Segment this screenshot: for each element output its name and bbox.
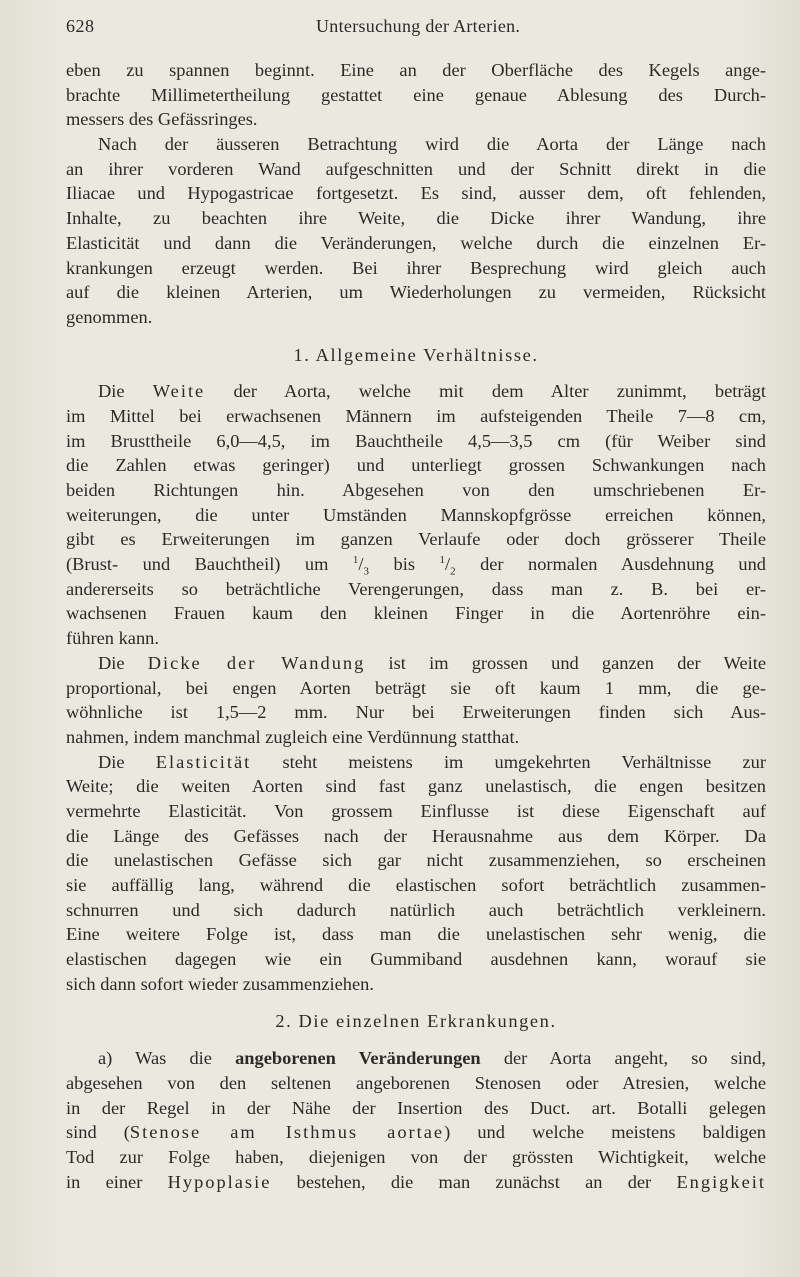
text-line: an ihrer vorderen Wand aufgeschnitten und der Schnitt direkt in die [66, 158, 766, 179]
paragraph-elasticitaet [66, 750, 766, 997]
text-line [66, 1120, 766, 1145]
text-line: Elasticität und dann die Veränderungen, welche durch die einzelnen Er- [66, 232, 766, 253]
line-part: ) und welche meistens baldigen [444, 1122, 766, 1143]
text-line: krankungen erzeugt werden. Bei ihrer Besprechung wird gleich auch [66, 257, 766, 278]
text-line: Tod zur Folge haben, diejenigen von der grössten Wichtigkeit, welche [66, 1146, 766, 1167]
text-line [66, 552, 766, 577]
term-dicke: Dicke der Wandung [147, 652, 366, 673]
text-line: die Zahlen etwas geringer) und unterliegt grossen Schwankungen nach [66, 455, 766, 476]
text-line: proportional, bei engen Aorten beträgt sie oft kaum 1 mm, die ge- [66, 677, 766, 698]
text-line: gibt es Erweiterungen im ganzen Verlaufe oder doch grösserer Theile [66, 529, 766, 550]
running-title: Untersuchung der Arterien. [316, 16, 521, 36]
text-line: wachsenen Frauen kaum den kleinen Finger in die Aortenröhre ein- [66, 603, 766, 624]
paragraph-weite [66, 379, 766, 651]
term-stenose: Stenose am Isthmus aortae [129, 1122, 445, 1143]
text-line: Weite; die weiten Aorten sind fast ganz unelastisch, die engen besitzen [66, 776, 766, 797]
line-part: der Aorta angeht, so sind, [503, 1048, 766, 1069]
text-line: andererseits so beträchtliche Verengerungen, dass man z. B. bei er- [66, 578, 766, 599]
text-line: im Brusttheile 6,0—4,5, im Bauchtheile 4,5—3,5 cm (für Weiber sind [66, 430, 766, 451]
paragraph-dicke [66, 651, 766, 750]
text-line: schnurren und sich dadurch natürlich auch beträchtlich verkleinern. [66, 899, 766, 920]
text-line [66, 1046, 766, 1071]
text-line: Iliacae und Hypogastricae fortgesetzt. Es sind, ausser dem, oft fehlenden, [66, 183, 766, 204]
section-heading-general: 1. Allgemeine Verhältnisse. [293, 344, 539, 365]
term-weite: Weite [152, 381, 206, 402]
page-header [66, 16, 766, 46]
text-line: Inhalte, zu beachten ihre Weite, die Dicke ihrer Wandung, ihre [66, 208, 766, 229]
line-part: in einer [66, 1171, 143, 1192]
text-line: sie auffällig lang, während die elastischen sofort beträchtlich zusammen- [66, 875, 766, 895]
page-number: 628 [66, 16, 95, 36]
text-line: sich dann sofort wieder zusammenziehen. [66, 973, 374, 994]
text-line: brachte Millimetertheilung gestattet eine genaue Ablesung des Durch- [66, 84, 766, 105]
fraction-numerator: 1 [439, 553, 445, 566]
text-line: eben zu spannen beginnt. Eine an der Oberfläche des Kegels ange- [66, 60, 766, 80]
line-part: ist im grossen und ganzen der Weite [388, 652, 766, 673]
term-hypoplasie: Hypoplasie [167, 1171, 272, 1192]
intro-paragraph [66, 58, 766, 330]
text-line: weiterungen, die unter Umständen Mannskopfgrösse erreichen können, [66, 504, 766, 525]
paragraph-angeborene [66, 1046, 766, 1194]
line-part: Die [98, 652, 125, 673]
fraction-numerator: 1 [352, 553, 359, 566]
text-line: beiden Richtungen hin. Abgesehen von den umschriebenen Er- [66, 480, 766, 500]
page-body [66, 58, 766, 1194]
fraction-denominator: 2 [450, 565, 456, 578]
line-part: (Brust- und Bauchtheil) um [66, 554, 329, 575]
section-heading-diseases: 2. Die einzelnen Erkrankungen. [275, 1011, 557, 1032]
text-line: Nach der äusseren Betrachtung wird die Aorta der Länge nach [98, 134, 766, 155]
text-line: die unelastischen Gefässe sich gar nicht zusammenziehen, so erscheinen [66, 850, 766, 871]
text-line: auf die kleinen Arterien, um Wiederholungen zu vermeiden, Rücksicht [66, 282, 766, 303]
text-line [66, 379, 766, 404]
text-line [66, 651, 766, 676]
line-part: der normalen Ausdehnung und [480, 554, 766, 575]
text-line: genommen. [66, 306, 153, 327]
line-part: steht meistens im umgekehrten Verhältnisse zur [282, 751, 766, 772]
text-line: führen kann. [66, 628, 159, 649]
line-part: sind ( [66, 1122, 130, 1143]
line-part: bestehen, die man zunächst an der [296, 1171, 652, 1192]
term-elasticitaet: Elasticität [155, 751, 252, 772]
fraction-one-third: $^1/_3$ [352, 553, 370, 578]
line-part: der Aorta, welche mit dem Alter zunimmt, beträgt [233, 381, 766, 402]
text-line [66, 1170, 766, 1195]
term-engigkeit: Engigkeit [676, 1171, 766, 1192]
text-line: nahmen, indem manchmal zugleich eine Verdünnung statthat. [66, 726, 520, 747]
text-line [66, 750, 766, 775]
text-line: die Länge des Gefässes nach der Herausnahme aus dem Körper. Da [66, 825, 766, 846]
line-part: bis [393, 554, 415, 575]
term-angeborene-veraenderungen: angeborenen Veränderungen [235, 1048, 481, 1069]
text-line: abgesehen von den seltenen angeborenen Stenosen oder Atresien, welche [66, 1072, 766, 1093]
text-line: wöhnliche ist 1,5—2 mm. Nur bei Erweiterungen finden sich Aus- [66, 702, 766, 723]
line-part: a) Was die [98, 1048, 212, 1069]
text-line: messers des Gefässringes. [66, 109, 258, 130]
line-part: Die [98, 381, 125, 402]
text-line: in der Regel in der Nähe der Insertion des Duct. art. Botalli gelegen [66, 1097, 766, 1118]
text-line: im Mittel bei erwachsenen Männern im aufsteigenden Theile 7—8 cm, [66, 405, 766, 426]
fraction-denominator: 3 [363, 565, 370, 578]
text-line: elastischen dagegen wie ein Gummiband ausdehnen kann, worauf sie [66, 949, 766, 970]
text-line: vermehrte Elasticität. Von grossem Einflusse ist diese Eigenschaft auf [66, 800, 766, 821]
text-line: Eine weitere Folge ist, dass man die unelastischen sehr wenig, die [66, 924, 766, 945]
line-part: Die [98, 751, 125, 772]
fraction-one-half: $^1/_2$ [439, 553, 456, 578]
